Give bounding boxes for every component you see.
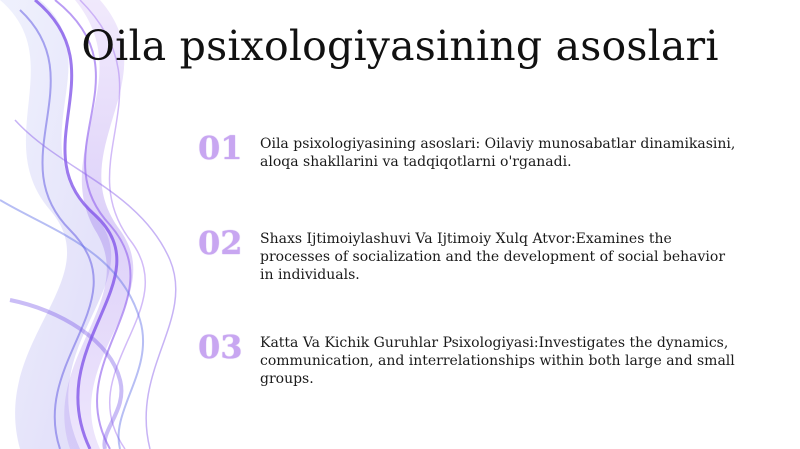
item-number: 03	[198, 328, 243, 366]
item-text: Shaxs Ijtimoiylashuvi Va Ijtimoiy Xulq Atvor:Examines the processes of socialization and the development of social behavior in individuals.	[260, 231, 726, 283]
item-number: 02	[198, 224, 243, 262]
item-text: Katta Va Kichik Guruhlar Psixologiyasi:Investigates the dynamics, communication, and interrelationships within both large and small groups.	[260, 335, 735, 387]
item-text: Oila psixologiyasining asoslari: Oilaviy munosabatlar dinamikasini, aloqa shakllarini va tadqiqotlarni o'rganadi.	[260, 136, 736, 170]
item-number: 01	[198, 129, 243, 167]
slide-title: Oila psixologiyasining asoslari	[81, 22, 719, 70]
